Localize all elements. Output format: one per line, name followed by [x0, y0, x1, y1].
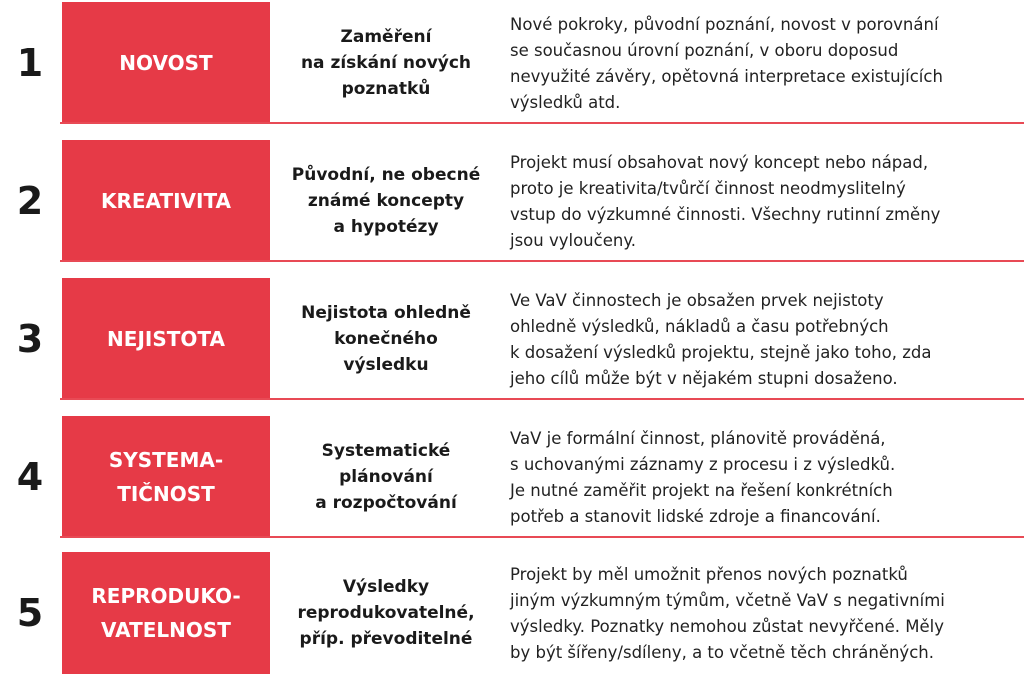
- criterion-description: Projekt musí obsahovat nový koncept nebo nápad, proto je kreativita/tvůrčí činnost neodmyslitelný vstup do výzkumné činnosti. Všechny rutinní změny jsou vyloučeny.: [510, 153, 941, 250]
- criterion-focus: Nejistota ohledně konečného výsledku: [301, 303, 471, 375]
- criterion-row-4: [0, 416, 1024, 538]
- row-number: 2: [16, 179, 44, 223]
- criterion-row-3: [0, 278, 1024, 400]
- criterion-label: KREATIVITA: [62, 140, 270, 262]
- row-divider: [60, 260, 1024, 262]
- criterion-label: NEJISTOTA: [62, 278, 270, 400]
- row-number: 5: [16, 591, 44, 635]
- row-divider: [60, 536, 1024, 538]
- criterion-label: REPRODUKO- VATELNOST: [62, 552, 270, 674]
- criterion-description: Nové pokroky, původní poznání, novost v porovnání se současnou úrovní poznání, v oboru doposud nevyužité závěry, opětovná interpretace existujících výsledků atd.: [510, 15, 943, 112]
- criterion-row-2: [0, 140, 1024, 262]
- criterion-row-1: [0, 2, 1024, 124]
- criterion-description: Projekt by měl umožnit přenos nových poznatků jiným výzkumným týmům, včetně VaV s negativními výsledky. Poznatky nemohou zůstat nevyřčené. Měly by být šířeny/sdíleny, a to včetně těch chráněných.: [510, 565, 945, 662]
- criterion-description: Ve VaV činnostech je obsažen prvek nejistoty ohledně výsledků, nákladů a času potřebných k dosažení výsledků projektu, stejně jako toho, zda jeho cílů může být v nějakém stupni dosaženo.: [510, 291, 932, 388]
- row-divider: [60, 122, 1024, 124]
- row-number: 1: [16, 41, 44, 85]
- row-number: 3: [16, 317, 44, 361]
- criterion-label: SYSTEMA- TIČNOST: [62, 416, 270, 538]
- criterion-label: NOVOST: [62, 2, 270, 124]
- row-number: 4: [16, 455, 44, 499]
- criterion-focus: Zaměření na získání nových poznatků: [300, 27, 472, 99]
- criterion-description: VaV je formální činnost, plánovitě prováděná, s uchovanými záznamy z procesu i z výsledků. Je nutné zaměřit projekt na řešení konkrétních potřeb a stanovit lidské zdroje a financování.: [510, 429, 896, 526]
- criterion-focus: Výsledky reprodukovatelné, příp. převoditelné: [297, 577, 475, 649]
- criterion-focus: Původní, ne obecné známé koncepty a hypotézy: [291, 165, 481, 237]
- row-divider: [60, 398, 1024, 400]
- criterion-focus: Systematické plánování a rozpočtování: [315, 441, 457, 513]
- criterion-row-5: [0, 552, 1024, 674]
